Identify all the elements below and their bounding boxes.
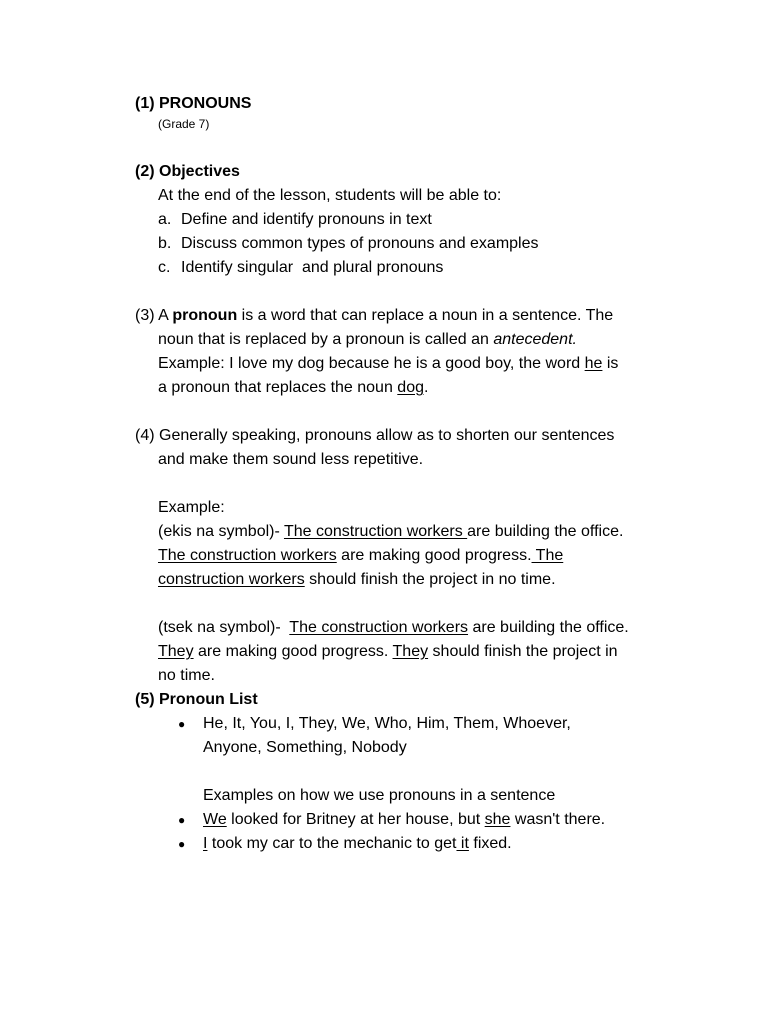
definition-text: is a word that can replace a noun in a sentence. The [237, 307, 614, 324]
list-item [178, 808, 695, 832]
examples-heading: Examples on how we use pronouns in a sentence [203, 787, 556, 804]
section2-heading: (2) Objectives [135, 163, 240, 180]
list-item [178, 712, 695, 760]
definition-line-2 [135, 328, 695, 352]
underlined-word: I [203, 835, 208, 852]
sentence-text: looked for Britney at her house, but [226, 811, 485, 828]
section4-line-2: and make them sound less repetitive. [158, 451, 424, 468]
example-label: Example: [158, 499, 225, 516]
underlined-word: he [584, 355, 603, 372]
sentence-text: took my car to the mechanic to get [207, 835, 457, 852]
sentence-text: are making good progress. [336, 547, 532, 564]
section1-heading: (1) PRONOUNS [135, 95, 252, 112]
definition-line-4 [135, 376, 695, 400]
underlined-word: dog [397, 379, 424, 396]
list-item-text [203, 832, 695, 856]
underlined-word: They [158, 643, 194, 660]
grade-label: (Grade 7) [158, 117, 210, 131]
lesson-content [135, 92, 695, 856]
example-text: Example: I love my dog because he is a good boy, the word [158, 355, 585, 372]
example-text: . [424, 379, 429, 396]
pronoun-list [135, 712, 695, 760]
definition-line-1 [135, 304, 695, 328]
definition-text: noun that is replaced by a pronoun is called an [158, 331, 494, 348]
sentence-text: are making good progress. [193, 643, 393, 660]
tsek-line-1 [135, 616, 695, 640]
list-item-text [203, 712, 695, 760]
underlined-word: We [203, 811, 227, 828]
underlined-word: she [484, 811, 511, 828]
section3-number: (3) A [135, 307, 173, 324]
sentence-text: are building the office. [467, 523, 624, 540]
underlined-phrase: The construction workers [283, 523, 468, 540]
sentence-text: wasn't there. [510, 811, 606, 828]
pronoun-list-line-1: He, It, You, I, They, We, Who, Him, Them, Whoever, [203, 715, 571, 732]
objective-text: Discuss common types of pronouns and examples [181, 235, 539, 252]
example-text: a pronoun that replaces the noun [158, 379, 398, 396]
objective-marker: b. [158, 235, 172, 252]
underlined-phrase: The [531, 547, 564, 564]
example-text: is [602, 355, 619, 372]
definition-line-3 [135, 352, 695, 376]
sentence-text: should finish the project in [428, 643, 618, 660]
objective-marker: a. [158, 211, 172, 228]
sentence-text: are building the office. [468, 619, 629, 636]
examples-list [135, 808, 695, 856]
bullet-icon: ● [178, 717, 186, 731]
underlined-word: They [392, 643, 429, 660]
objectives-list [135, 208, 695, 280]
objective-item [158, 208, 695, 232]
list-item-text [203, 808, 695, 832]
sentence-text: should finish the project in no time. [304, 571, 556, 588]
section5-heading: (5) Pronoun List [135, 691, 258, 708]
tsek-line-2 [135, 640, 695, 664]
underlined-phrase: construction workers [158, 571, 305, 588]
bullet-icon: ● [178, 813, 186, 827]
objectives-intro: At the end of the lesson, students will be able to: [158, 187, 502, 204]
ekis-prefix: (ekis na symbol)- [158, 523, 284, 540]
section4-line-1: (4) Generally speaking, pronouns allow as to shorten our sentences [135, 427, 615, 444]
underlined-phrase: The construction workers [158, 547, 337, 564]
antecedent-term: antecedent. [493, 331, 577, 348]
ekis-line-1 [135, 520, 695, 544]
list-item [178, 832, 695, 856]
tsek-line-3: no time. [158, 667, 215, 684]
ekis-line-2 [135, 544, 695, 568]
objective-text: Identify singular and plural pronouns [181, 259, 444, 276]
ekis-line-3 [135, 568, 695, 592]
tsek-prefix: (tsek na symbol)- [158, 619, 290, 636]
bullet-icon: ● [178, 837, 186, 851]
objective-text: Define and identify pronouns in text [181, 211, 432, 228]
objective-item [158, 232, 695, 256]
objective-item [158, 256, 695, 280]
sentence-text: fixed. [468, 835, 512, 852]
objective-marker: c. [158, 259, 171, 276]
underlined-word: it [456, 835, 469, 852]
pronoun-term: pronoun [172, 307, 238, 324]
pronoun-list-line-2: Anyone, Something, Nobody [203, 739, 407, 756]
underlined-phrase: The construction workers [289, 619, 469, 636]
